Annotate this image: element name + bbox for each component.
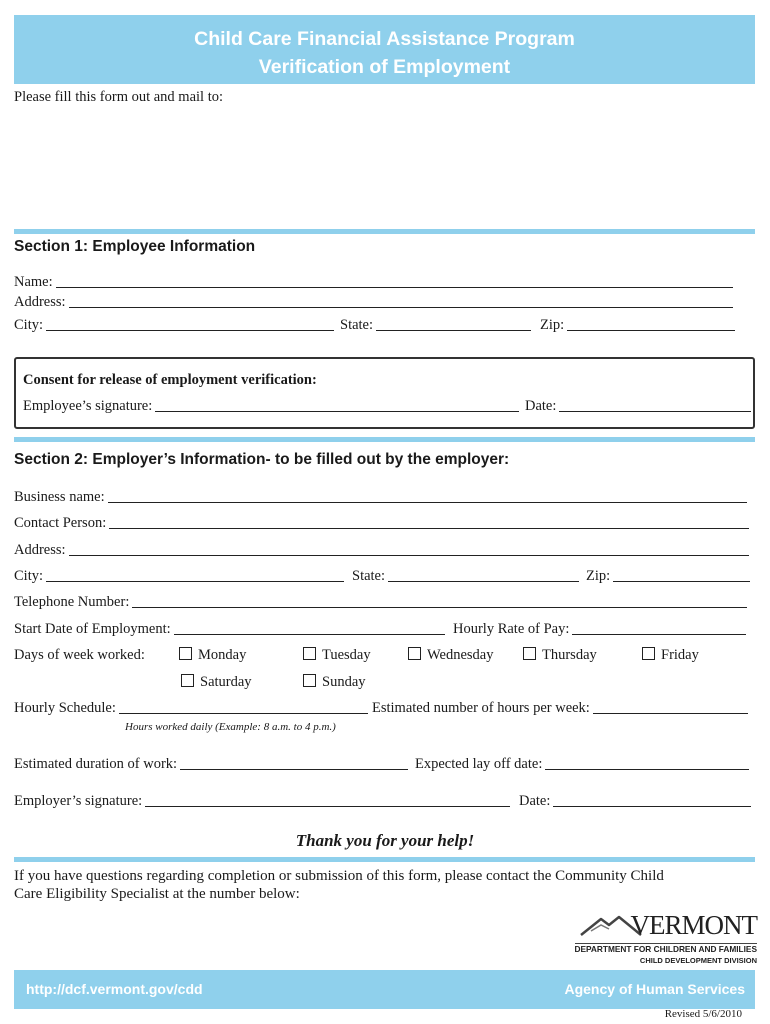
contact-note-line2: Care Eligibility Specialist at the number below:: [14, 886, 300, 902]
vermont-logo: [575, 910, 757, 968]
section-divider: [14, 229, 755, 234]
employee-name-field[interactable]: [14, 274, 737, 291]
telephone-field[interactable]: [14, 594, 751, 611]
section1-heading: Section 1: Employee Information: [14, 238, 256, 255]
layoff-date-field[interactable]: [415, 756, 753, 773]
day-thursday[interactable]: [523, 647, 597, 664]
employer-city-field[interactable]: [14, 568, 348, 585]
employee-zip-line[interactable]: [567, 329, 735, 331]
business-name-field[interactable]: [14, 489, 751, 506]
consent-heading: Consent for release of employment verification:: [23, 372, 317, 388]
employer-state-line[interactable]: [388, 580, 579, 582]
employee-city-line[interactable]: [46, 329, 334, 331]
employer-city-label: City:: [14, 568, 44, 584]
employer-date-label: Date:: [519, 793, 551, 809]
employee-zip-label: Zip:: [540, 317, 565, 333]
telephone-label: Telephone Number:: [14, 594, 130, 610]
day-thursday-label: Thursday: [542, 647, 597, 663]
employee-name-line[interactable]: [56, 286, 733, 288]
day-tuesday-label: Tuesday: [322, 647, 371, 663]
day-friday[interactable]: [642, 647, 699, 664]
schedule-hint: Hours worked daily (Example: 8 a.m. to 4 p.m.): [125, 721, 336, 733]
employee-state-line[interactable]: [376, 329, 531, 331]
contact-person-field[interactable]: [14, 515, 753, 532]
day-wednesday-label: Wednesday: [427, 647, 494, 663]
employer-signature-field[interactable]: [14, 793, 514, 810]
revised-date: Revised 5/6/2010: [664, 1008, 742, 1020]
checkbox-monday[interactable]: [179, 647, 192, 660]
checkbox-friday[interactable]: [642, 647, 655, 660]
contact-person-line[interactable]: [109, 527, 749, 529]
days-worked-label: Days of week worked:: [14, 647, 145, 663]
employee-address-field[interactable]: [14, 294, 737, 311]
hourly-schedule-field[interactable]: [14, 700, 372, 717]
employer-date-field[interactable]: [519, 793, 755, 810]
employer-address-field[interactable]: [14, 542, 753, 559]
day-friday-label: Friday: [661, 647, 699, 663]
day-sunday-label: Sunday: [322, 674, 366, 690]
employee-city-label: City:: [14, 317, 44, 333]
form-title-line1: Child Care Financial Assistance Program: [194, 28, 575, 50]
start-date-line[interactable]: [174, 633, 445, 635]
employer-city-line[interactable]: [46, 580, 344, 582]
employer-zip-label: Zip:: [586, 568, 611, 584]
form-title-banner: [14, 15, 755, 84]
consent-date-line[interactable]: [559, 410, 751, 412]
employee-signature-label: Employee’s signature:: [23, 398, 153, 414]
contact-person-label: Contact Person:: [14, 515, 107, 531]
day-sunday[interactable]: [303, 674, 366, 691]
logo-division: CHILD DEVELOPMENT DIVISION: [639, 956, 757, 965]
consent-date-label: Date:: [525, 398, 557, 414]
employer-signature-label: Employer’s signature:: [14, 793, 143, 809]
hours-per-week-line[interactable]: [593, 712, 748, 714]
day-saturday[interactable]: [181, 674, 252, 691]
employer-date-line[interactable]: [553, 805, 751, 807]
checkbox-tuesday[interactable]: [303, 647, 316, 660]
checkbox-thursday[interactable]: [523, 647, 536, 660]
hourly-rate-label: Hourly Rate of Pay:: [453, 621, 570, 637]
employee-signature-line[interactable]: [155, 410, 519, 412]
section-divider-3: [14, 857, 755, 862]
checkbox-sunday[interactable]: [303, 674, 316, 687]
layoff-date-label: Expected lay off date:: [415, 756, 543, 772]
footer-agency: Agency of Human Services: [564, 981, 745, 997]
telephone-line[interactable]: [132, 606, 747, 608]
employer-signature-line[interactable]: [145, 805, 510, 807]
business-name-line[interactable]: [108, 501, 747, 503]
hourly-rate-line[interactable]: [572, 633, 746, 635]
hours-per-week-label: Estimated number of hours per week:: [372, 700, 590, 716]
logo-department: DEPARTMENT FOR CHILDREN AND FAMILIES: [574, 944, 757, 954]
employer-state-field[interactable]: [352, 568, 583, 585]
hourly-schedule-label: Hourly Schedule:: [14, 700, 116, 716]
checkbox-saturday[interactable]: [181, 674, 194, 687]
checkbox-wednesday[interactable]: [408, 647, 421, 660]
employee-city-field[interactable]: [14, 317, 338, 334]
business-name-label: Business name:: [14, 489, 105, 505]
hourly-rate-field[interactable]: [453, 621, 750, 638]
duration-line[interactable]: [180, 768, 408, 770]
employee-name-label: Name:: [14, 274, 53, 290]
form-title-line2: Verification of Employment: [258, 56, 511, 78]
duration-field[interactable]: [14, 756, 412, 773]
day-wednesday[interactable]: [408, 647, 493, 664]
employee-signature-field[interactable]: [23, 398, 523, 415]
day-monday[interactable]: [179, 647, 246, 664]
employee-address-line[interactable]: [69, 306, 733, 308]
footer-banner: [14, 970, 755, 1009]
hourly-schedule-line[interactable]: [119, 712, 368, 714]
thank-you-message: Thank you for your help!: [295, 831, 475, 850]
start-date-field[interactable]: [14, 621, 449, 638]
day-saturday-label: Saturday: [200, 674, 252, 690]
layoff-date-line[interactable]: [545, 768, 749, 770]
employer-address-line[interactable]: [69, 554, 749, 556]
section-divider-2: [14, 437, 755, 442]
vermont-wordmark: VERMONT: [630, 910, 757, 940]
day-tuesday[interactable]: [303, 647, 371, 664]
consent-date-field[interactable]: [525, 398, 755, 415]
employee-state-label: State:: [340, 317, 374, 333]
consent-box: [14, 357, 755, 429]
contact-note-line1: If you have questions regarding completion or submission of this form, please contact the Community Child: [14, 868, 664, 884]
employee-address-label: Address:: [14, 294, 66, 310]
employee-zip-field[interactable]: [540, 317, 739, 334]
duration-label: Estimated duration of work:: [14, 756, 178, 772]
day-monday-label: Monday: [198, 647, 247, 663]
employer-state-label: State:: [352, 568, 386, 584]
footer-url-link[interactable]: http://dcf.vermont.gov/cdd: [26, 981, 203, 997]
section2-heading: Section 2: Employer’s Information- to be filled out by the employer:: [14, 451, 510, 468]
mail-instruction: Please fill this form out and mail to:: [14, 89, 224, 105]
employee-state-field[interactable]: [340, 317, 535, 334]
employer-zip-line[interactable]: [613, 580, 750, 582]
start-date-label: Start Date of Employment:: [14, 621, 171, 637]
employer-zip-field[interactable]: [586, 568, 754, 585]
hours-per-week-field[interactable]: [372, 700, 752, 717]
employer-address-label: Address:: [14, 542, 66, 558]
